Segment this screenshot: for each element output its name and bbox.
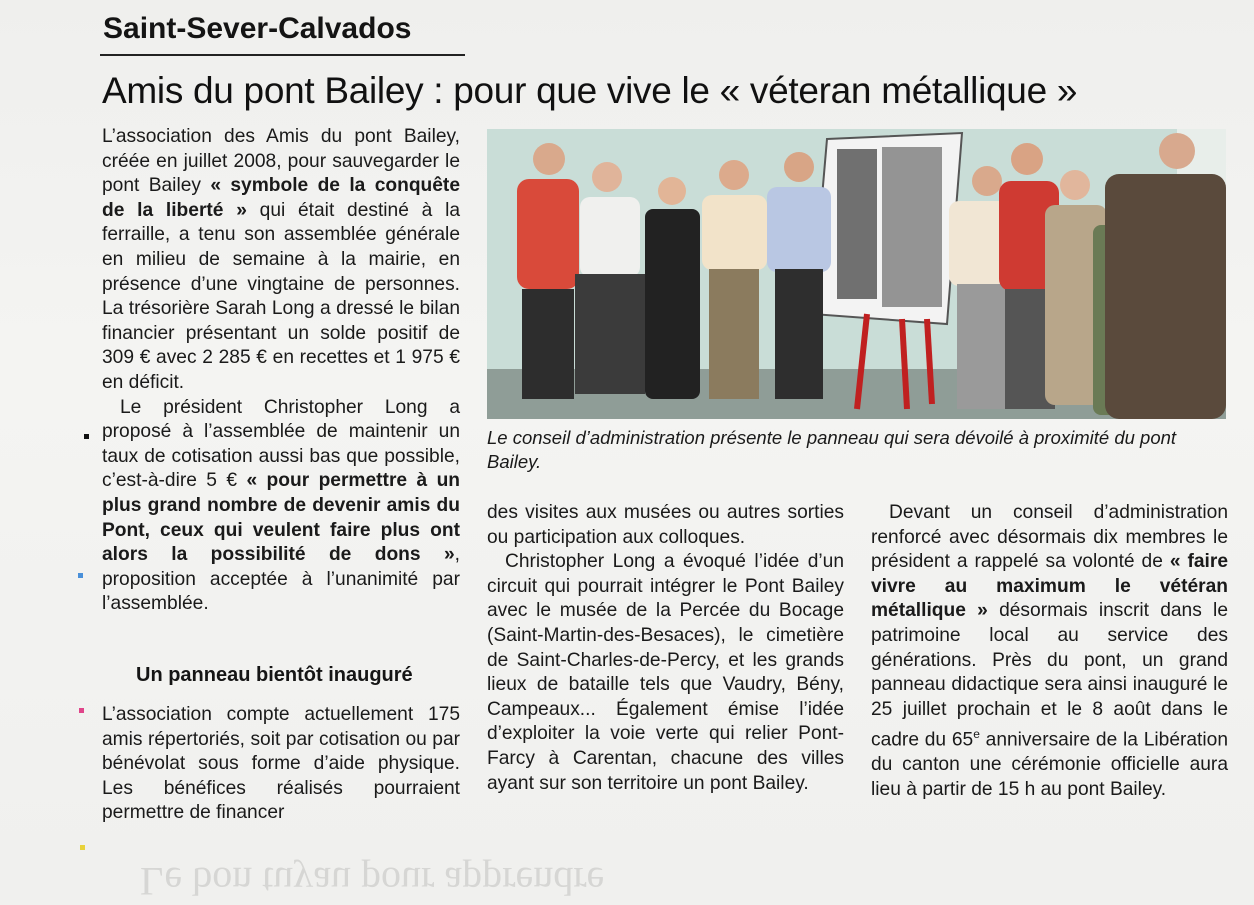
col2-paragraph-2: Christopher Long a évoqué l’idée d’un circuit qui pourrait intégrer le Pont Bailey avec le musée de la Percée du Bocage (Saint-Martin-des-Besaces), le cimetière de Saint-Charles-de-Percy, et les grands lieux de bataille tels que Vaudry, Bény, Campeaux... Également émise l’idée d’exploiter la voie verte qui relier Pont-Farcy à Carentan, chacune des villes ayant sur son territoire un pont Bailey. <box>487 551 844 794</box>
paragraph-2 <box>102 396 460 617</box>
col3-quote: « faire vivre au maximum le vétéran métallique » <box>871 551 1228 622</box>
column-1 <box>102 125 460 617</box>
subheading: Un panneau bientôt inauguré <box>136 664 413 686</box>
column-1-lower <box>102 703 460 826</box>
bullet-mark-blue <box>78 573 83 578</box>
p1-text-c: qui était destiné à la ferraille, a tenu son assemblée générale en milieu de semaine à la mairie, en présence d’une vingtaine de personnes. La trésorière Sarah Long a dressé le bilan financier présentant un solde positif de 309 € avec 2 285 € en recettes et 1 975 € en déficit. <box>102 199 461 393</box>
article-photo <box>487 129 1226 419</box>
photo-illustration <box>487 129 1226 419</box>
paragraph-3: L’association compte actuellement 175 amis répertoriés, soit par cotisation ou par bénévolat sous forme d’aide physique. Les bénéfices réalisés pourraient permettre de financer <box>102 704 460 824</box>
p1-quote: « symbole de la conquête de la liberté » <box>102 175 460 221</box>
col2-paragraph-1: des visites aux musées ou autres sorties ou participation aux colloques. <box>487 502 844 548</box>
article-title: Amis du pont Bailey : pour que vive le « véteran métallique » <box>102 70 1078 111</box>
section-heading: Saint-Sever-Calvados <box>103 12 412 45</box>
paragraph-1 <box>102 125 460 396</box>
col3-paragraph-1 <box>871 501 1228 803</box>
column-3 <box>871 501 1228 803</box>
photo-caption: Le conseil d’administration présente le panneau qui sera dévoilé à proximité du pont Bailey. <box>487 427 1177 472</box>
col3-text-a: Devant un conseil d’administration renforcé avec désormais dix membres le président a rappelé sa volonté de <box>871 502 1228 573</box>
section-rule <box>100 54 465 56</box>
bullet-mark-black <box>84 434 89 439</box>
bleed-through-text: Le bon tuyau pour apprendre <box>140 859 605 904</box>
p2-text-c: , proposition acceptée à l’unanimité par l’assemblée. <box>102 544 460 615</box>
column-2 <box>487 501 844 796</box>
col3-superscript: e <box>973 727 980 742</box>
col3-text-c: désormais inscrit dans le patrimoine local au service des générations. Près du pont, un grand panneau didactique sera ainsi inauguré le 25 juillet prochain et le 8 août dans le cadre du 65 <box>871 600 1228 751</box>
p1-text-a: L’association des Amis du pont Bailey, créée en juillet 2008, pour sauvegarder le pont Bailey <box>102 126 460 197</box>
p2-text-a: Le président Christopher Long a proposé à l’assemblée de maintenir un taux de cotisation aussi bas que possible, c’est-à-dire 5 € <box>102 396 460 492</box>
bullet-mark-pink <box>79 708 84 713</box>
bullet-mark-yellow <box>80 845 85 850</box>
p2-quote: « pour permettre à un plus grand nombre de devenir amis du Pont, ceux qui veulent faire plus ont alors la possibilité de dons » <box>102 470 461 566</box>
col3-text-d: anniversaire de la Libération du canton une cérémonie officielle aura lieu à partir de 15 h au pont Bailey. <box>871 729 1228 800</box>
